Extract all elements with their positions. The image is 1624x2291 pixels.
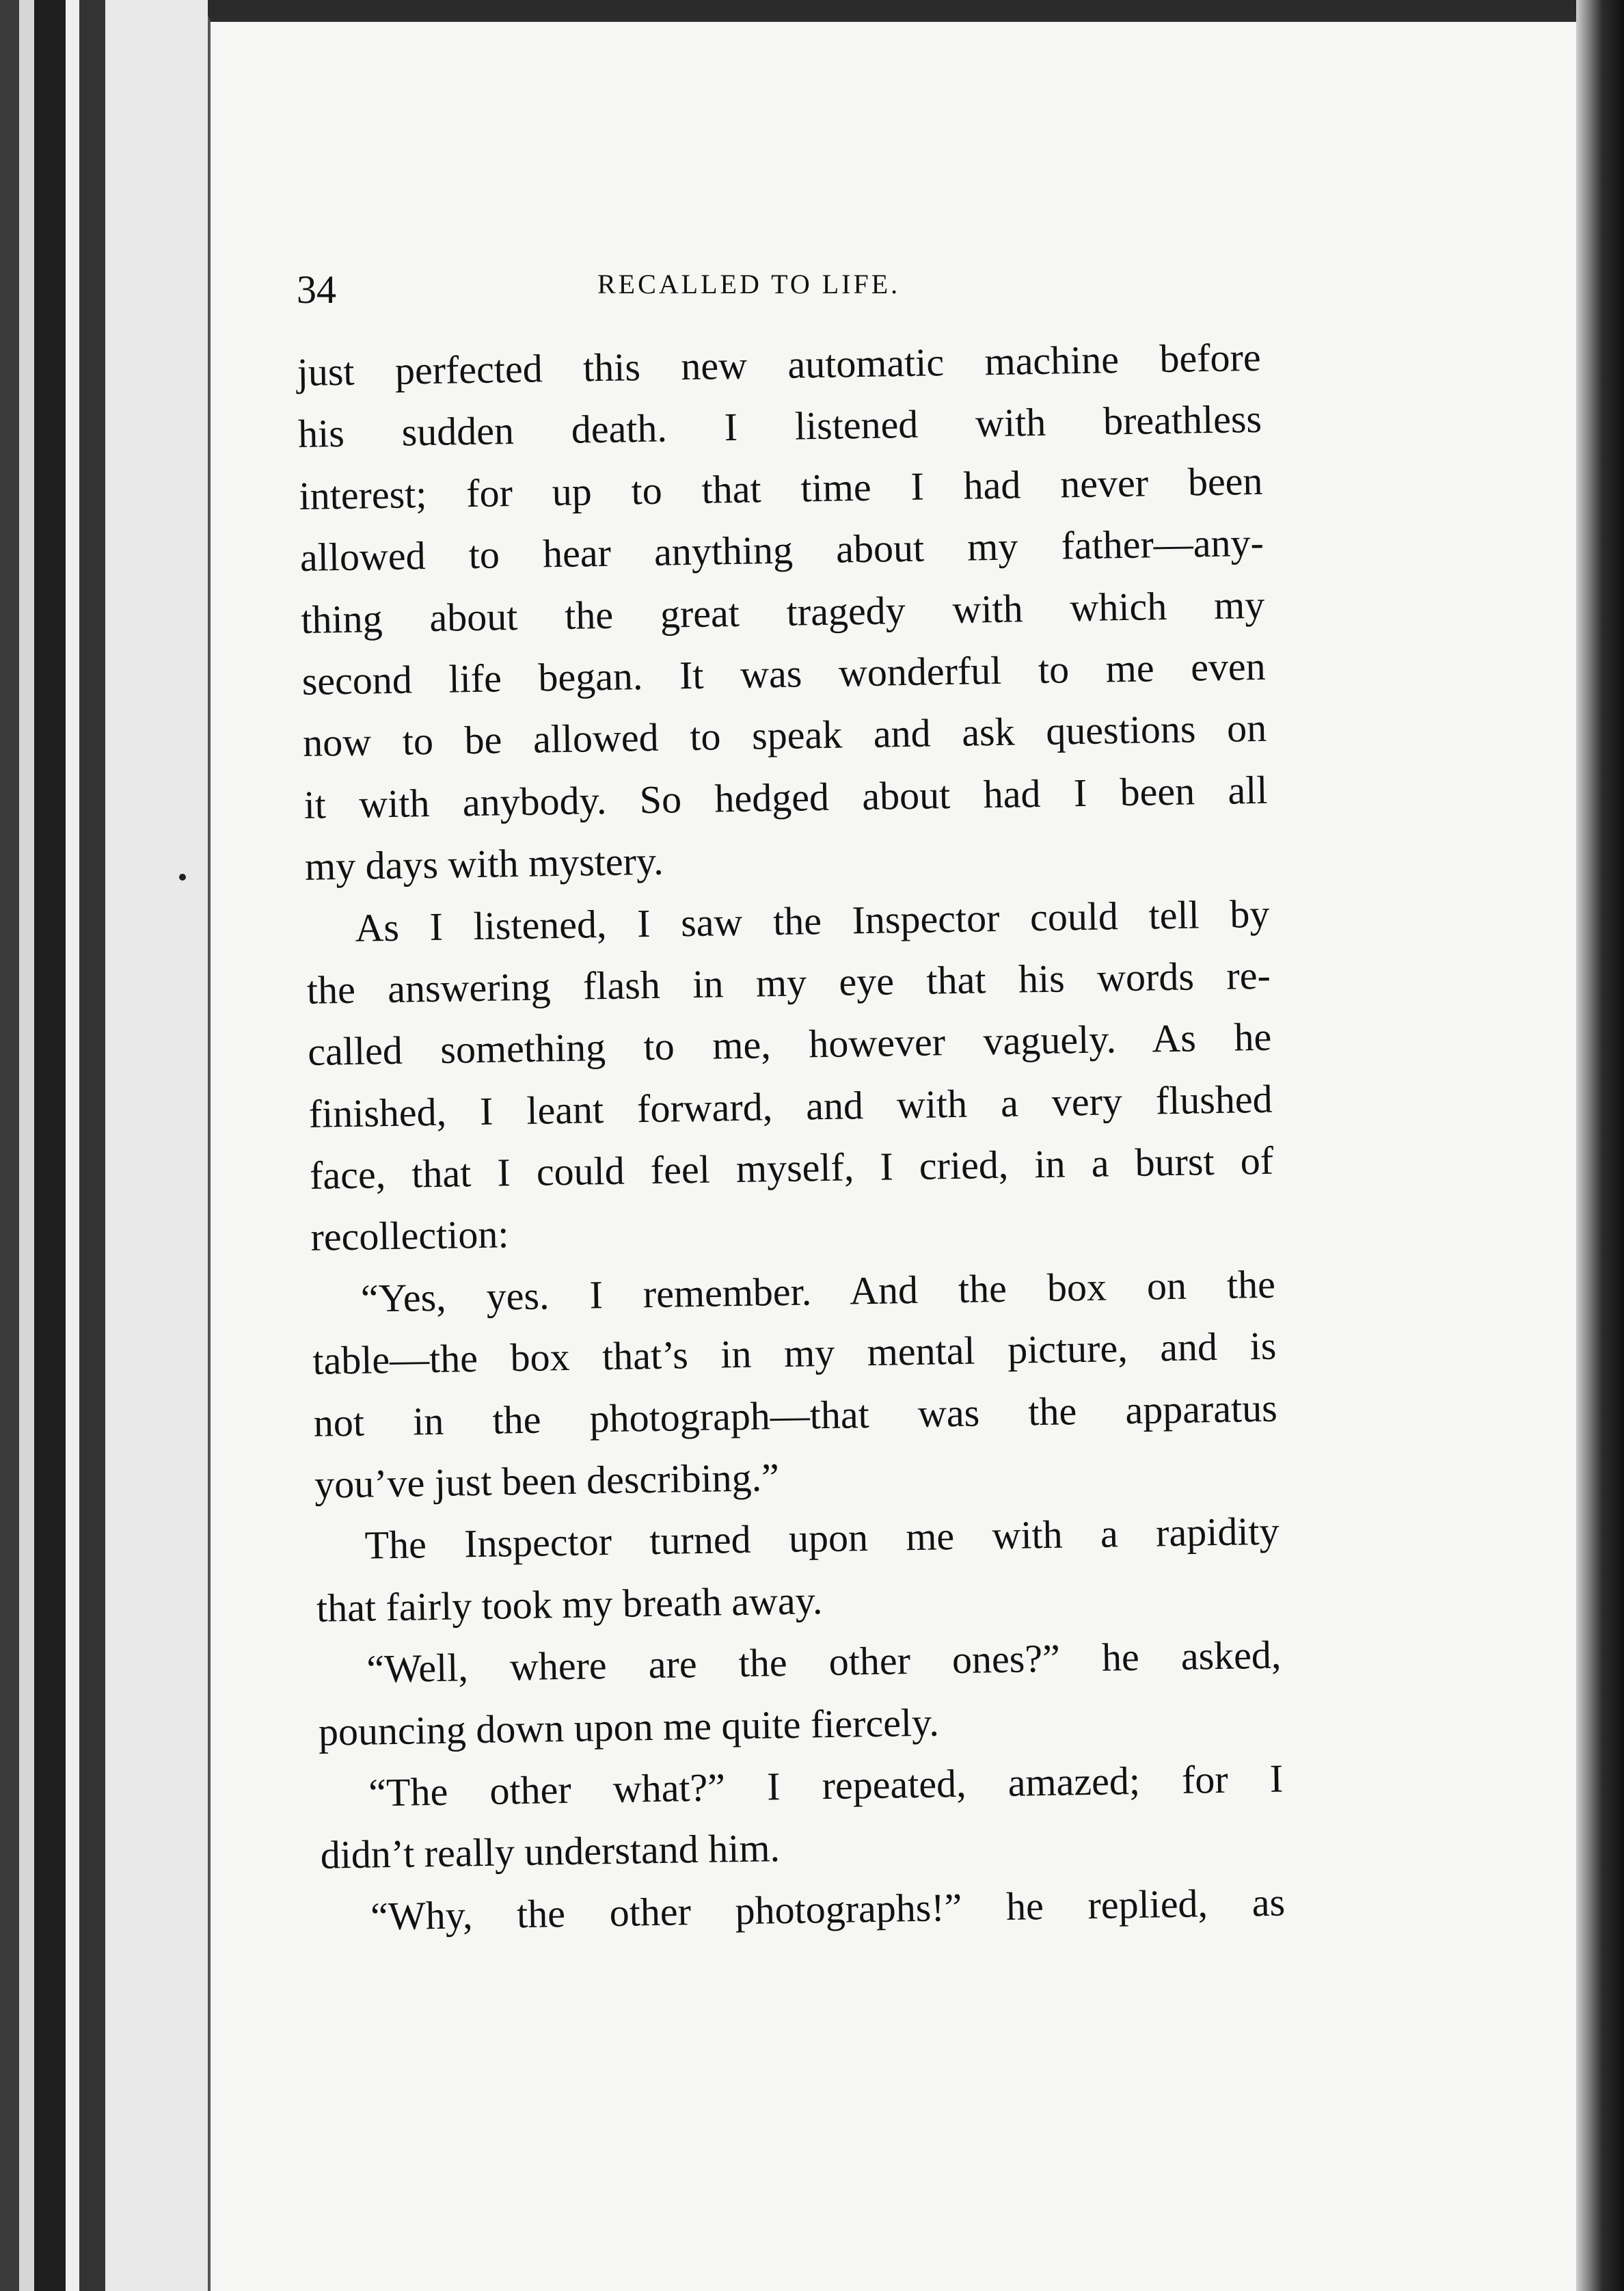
text-line: interest; for up to that time I had never been — [299, 458, 1263, 518]
text-line: thing about the great tragedy with which my — [300, 582, 1265, 642]
text-line: “Yes, yes. I remember. And the box on the — [360, 1261, 1276, 1321]
text-line: “The other what?” I repeated, amazed; for I — [368, 1756, 1284, 1815]
text-line: face, that I could feel myself, I cried, in a burst of — [309, 1138, 1274, 1198]
book-spine-edge — [0, 0, 19, 2291]
text-line: “Well, where are the other ones?” he asked, — [366, 1632, 1282, 1691]
text-line: that fairly took my breath away. — [316, 1577, 823, 1631]
text-line: the answering flash in my eye that his words re- — [306, 952, 1271, 1013]
text-line: didn’t really understand him. — [320, 1825, 781, 1878]
body-text — [297, 327, 1286, 1948]
text-line: finished, I leant forward, and with a very flushed — [308, 1076, 1273, 1136]
text-line: The Inspector turned upon me with a rapidity — [364, 1509, 1280, 1568]
text-line: just perfected this new automatic machine before — [297, 334, 1262, 394]
page-number: 34 — [297, 267, 336, 312]
text-line: “Why, the other photographs!” he replied, as — [370, 1879, 1286, 1939]
running-title: RECALLED TO LIFE. — [597, 269, 901, 299]
book-spine-edge — [19, 0, 34, 2291]
book-spine-edge — [66, 0, 79, 2291]
text-line: not in the photograph—that was the apparatus — [313, 1385, 1278, 1445]
text-line: called something to me, however vaguely. As he — [307, 1015, 1272, 1075]
text-line: now to be allowed to speak and ask questions on — [302, 706, 1267, 766]
book-spine-edge — [34, 0, 66, 2291]
text-line: it with anybody. So hedged about had I been all — [303, 767, 1268, 827]
text-line: recollection: — [310, 1211, 509, 1260]
page-right-edge-shadow — [1576, 0, 1624, 2291]
text-line: pouncing down upon me quite fiercely. — [318, 1700, 940, 1754]
text-line: second life began. It was wonderful to me even — [301, 643, 1267, 704]
adjacent-page-margin — [105, 0, 208, 2291]
ink-speck — [179, 874, 186, 881]
text-line: his sudden death. I listened with breathless — [297, 397, 1262, 457]
text-line: table—the box that’s in my mental picture, and is — [312, 1323, 1277, 1384]
book-spine-edge — [79, 0, 105, 2291]
text-line: allowed to hear anything about my father—any- — [299, 520, 1264, 580]
running-head — [297, 260, 1185, 321]
text-line: my days with mystery. — [304, 838, 664, 889]
text-line: you’ve just been describing.” — [314, 1455, 780, 1507]
text-line: As I listened, I saw the Inspector could tell by — [354, 891, 1270, 950]
